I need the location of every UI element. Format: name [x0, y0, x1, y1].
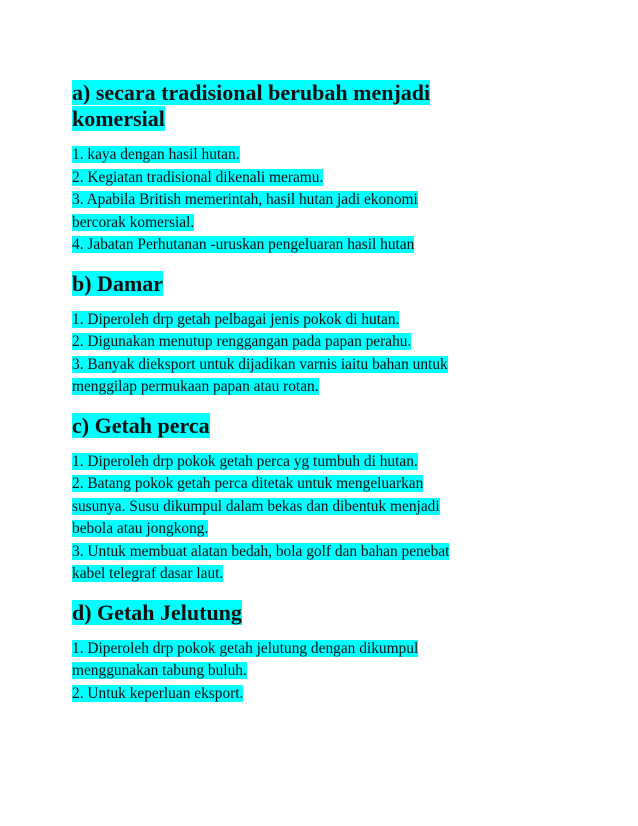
body-line: 2. Untuk keperluan eksport. [72, 684, 244, 702]
body-line: 4. Jabatan Perhutanan -uruskan pengeluaran hasil hutan [72, 236, 415, 253]
section-heading [72, 600, 552, 626]
heading-line: d) Getah Jelutung [72, 599, 242, 625]
body-line: kabel telegraf dasar laut. [72, 565, 224, 582]
body-line: bebola atau jongkong. [72, 520, 209, 537]
heading-line: komersial [72, 106, 165, 131]
body-line: 3. Banyak dieksport untuk dijadikan varnis iaitu bahan untuk [72, 355, 448, 373]
section-d [72, 600, 552, 706]
body-line: 3. Apabila British memerintah, hasil hutan jadi ekonomi [72, 191, 418, 208]
body-line: bercorak komersial. [72, 213, 195, 231]
section-b [72, 271, 552, 399]
body-line: 2. Kegiatan tradisional dikenali meramu. [72, 168, 324, 186]
section-heading [72, 80, 552, 132]
body-line: 2. Digunakan menutup renggangan pada papan perahu. [72, 333, 412, 350]
section-body [72, 451, 552, 586]
heading-line: a) secara tradisional berubah menjadi [72, 80, 431, 105]
section-c [72, 413, 552, 586]
heading-line: c) Getah perca [72, 412, 210, 438]
body-line: susunya. Susu dikumpul dalam bekas dan dibentuk menjadi [72, 497, 440, 515]
section-body [72, 638, 552, 706]
body-line: 2. Batang pokok getah perca ditetak untuk mengeluarkan [72, 475, 424, 492]
body-line: 1. kaya dengan hasil hutan. [72, 146, 240, 163]
section-a [72, 80, 552, 257]
heading-line: b) Damar [72, 270, 164, 296]
document-body [72, 80, 552, 705]
body-line: 1. Diperoleh drp pokok getah perca yg tumbuh di hutan. [72, 452, 418, 470]
body-line: menggilap permukaan papan atau rotan. [72, 378, 319, 395]
body-line: 3. Untuk membuat alatan bedah, bola golf dan bahan penebat [72, 542, 450, 560]
section-heading [72, 413, 552, 439]
section-body [72, 309, 552, 399]
body-line: 1. Diperoleh drp getah pelbagai jenis pokok di hutan. [72, 310, 400, 328]
section-heading [72, 271, 552, 297]
body-line: 1. Diperoleh drp pokok getah jelutung dengan dikumpul [72, 639, 419, 657]
body-line: menggunakan tabung buluh. [72, 662, 247, 679]
section-body [72, 144, 552, 257]
